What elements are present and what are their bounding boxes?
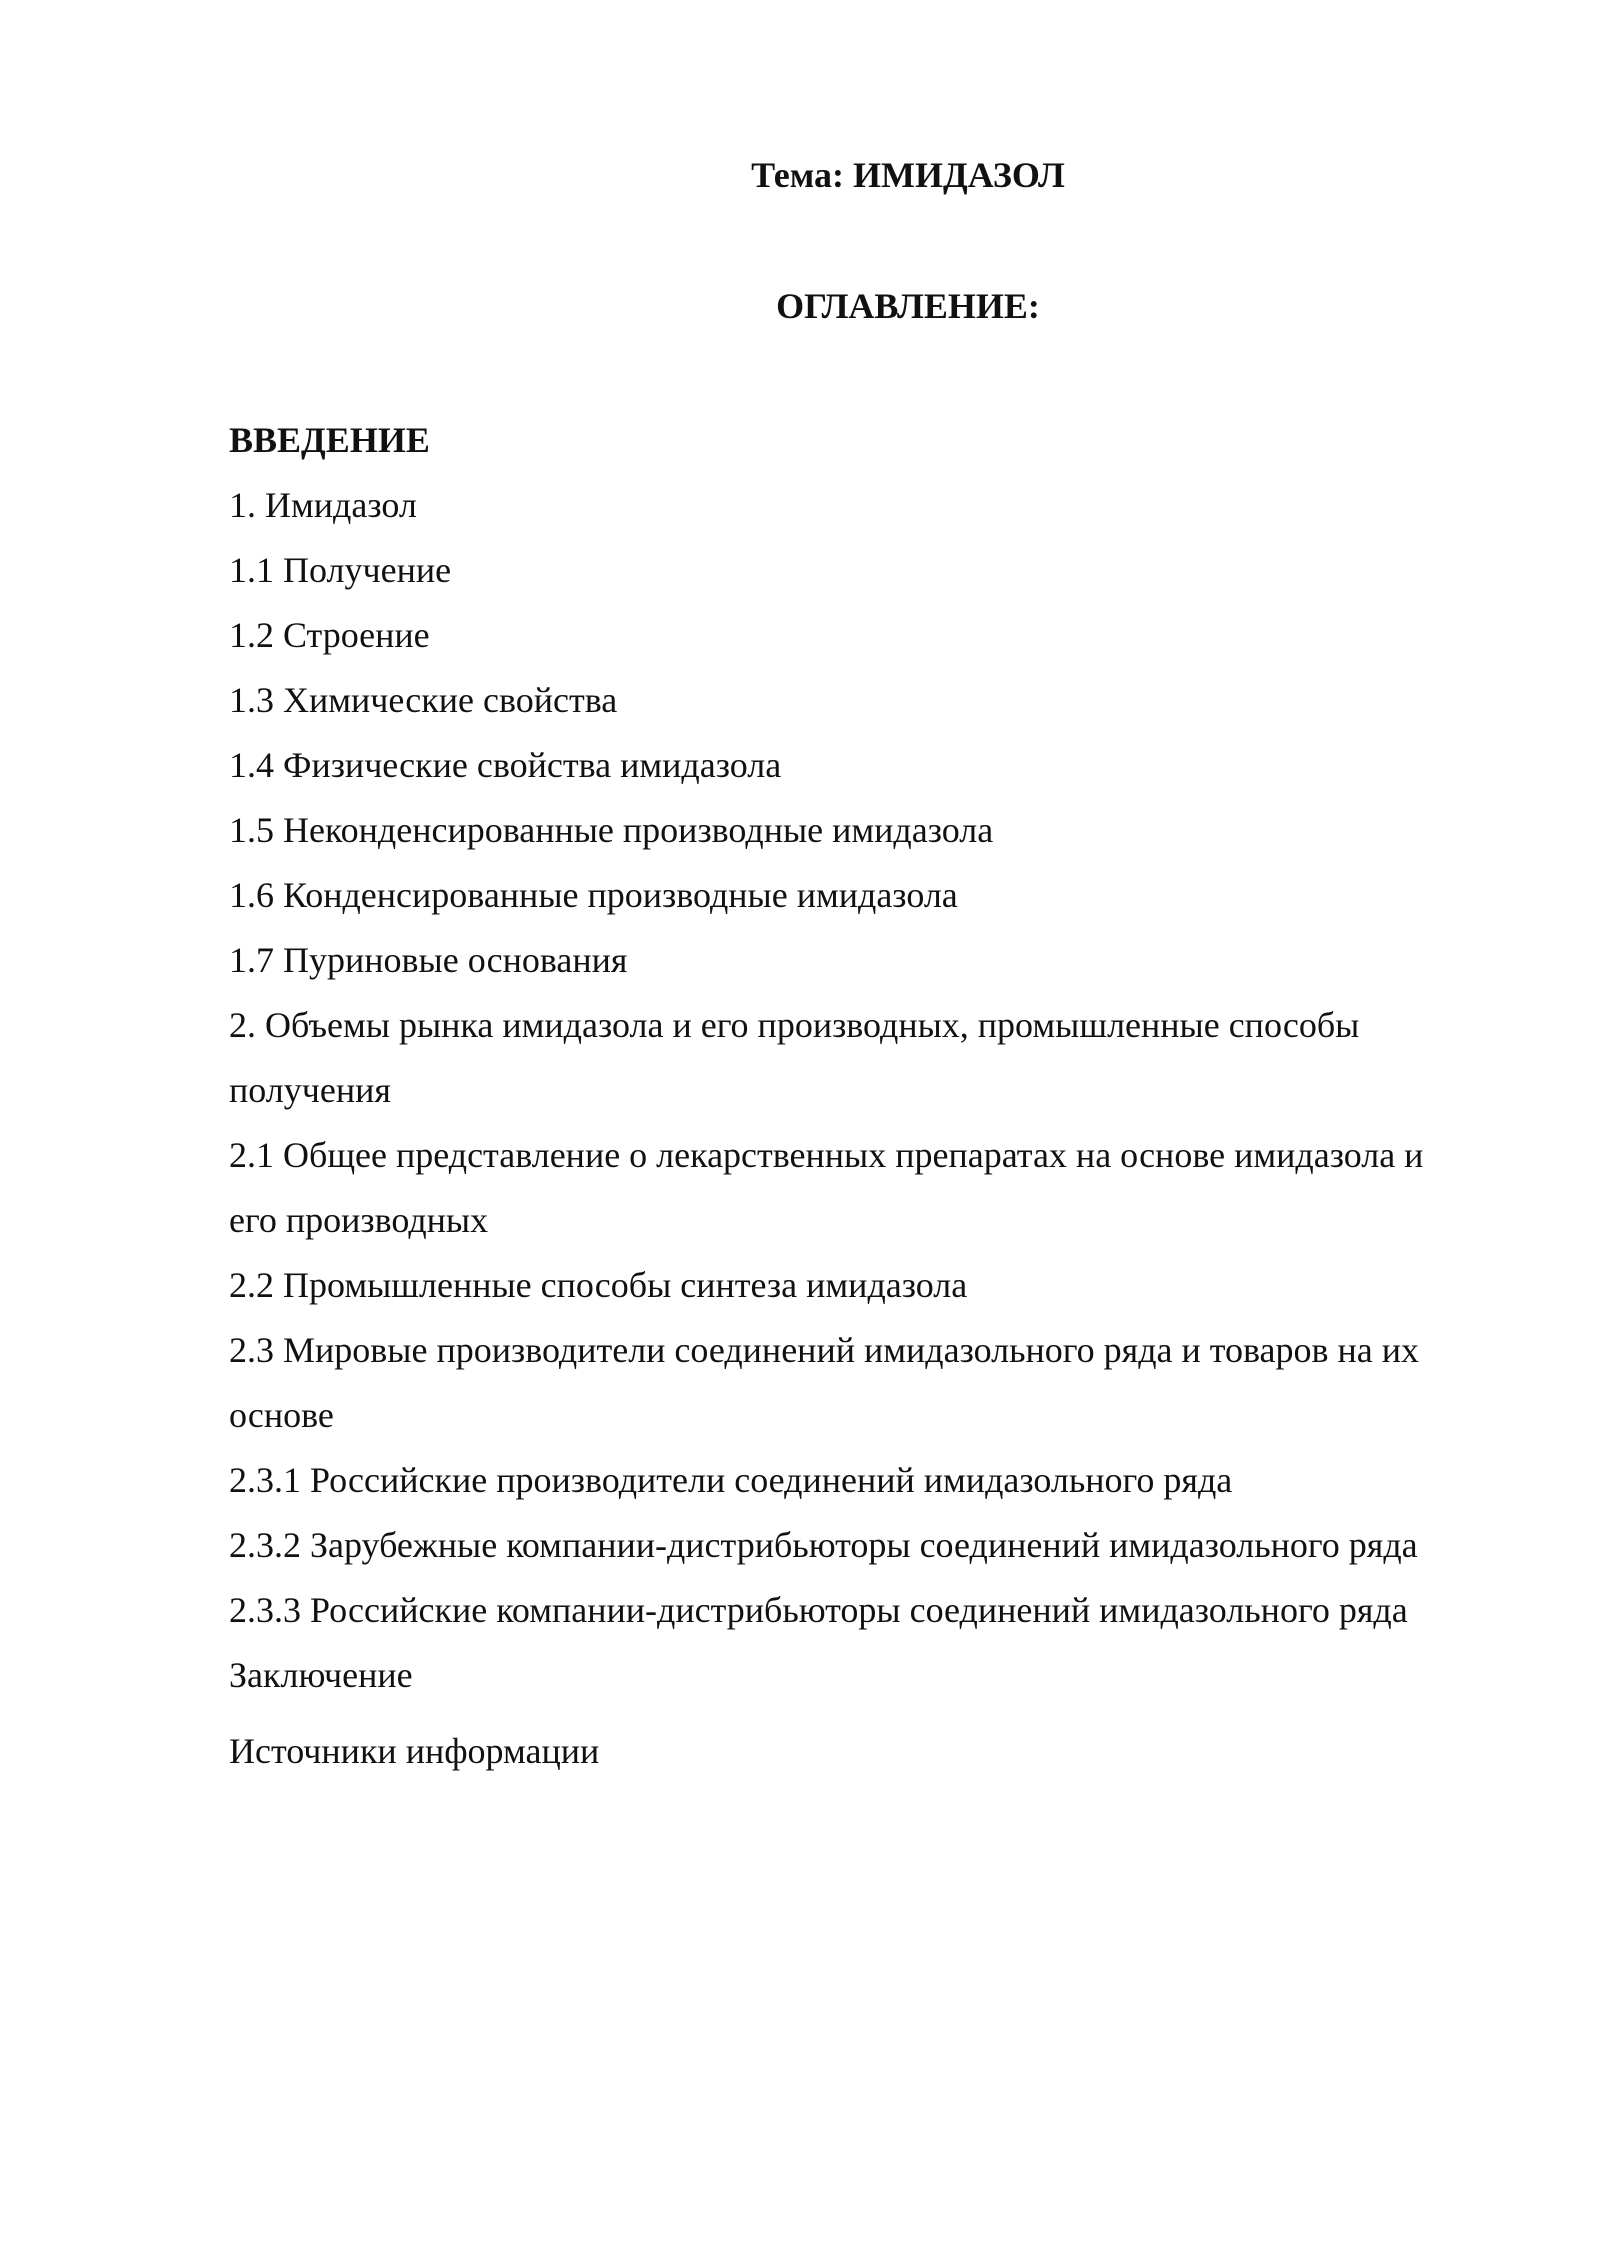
toc-line: получения [229,1070,391,1110]
toc-line: его производных [229,1200,489,1240]
toc-line: 2.3 Мировые производители соединений имидазольного ряда и товаров на их [229,1330,1420,1370]
toc-line: 2.3.1 Российские производители соединений имидазольного ряда [229,1460,1233,1500]
toc-heading: ОГЛАВЛЕНИЕ: [776,286,1040,326]
toc-line-sources: Источники информации [229,1731,600,1771]
toc-line: 2. Объемы рынка имидазола и его производных, промышленные способы [229,1005,1360,1045]
table-of-contents [229,408,1529,1784]
toc-line: 2.3.3 Российские компании-дистрибьюторы соединений имидазольного ряда [229,1590,1408,1630]
toc-line: 1.2 Строение [229,615,430,655]
toc-line: 1.1 Получение [229,550,452,590]
toc-line: 1.7 Пуриновые основания [229,940,628,980]
toc-line-conclusion: Заключение [229,1655,413,1695]
toc-line: 2.2 Промышленные способы синтеза имидазола [229,1265,968,1305]
toc-line: 1. Имидазол [229,485,417,525]
toc-line: 1.5 Неконденсированные производные имидазола [229,810,994,850]
toc-line: 2.1 Общее представление о лекарственных препаратах на основе имидазола и [229,1135,1424,1175]
toc-line: основе [229,1395,334,1435]
document-theme: Тема: ИМИДАЗОЛ [751,155,1065,195]
toc-line: 2.3.2 Зарубежные компании-дистрибьюторы соединений имидазольного ряда [229,1525,1418,1565]
toc-line: 1.3 Химические свойства [229,680,618,720]
toc-line: 1.4 Физические свойства имидазола [229,745,782,785]
toc-line-introduction: ВВЕДЕНИЕ [229,420,430,460]
toc-line: 1.6 Конденсированные производные имидазола [229,875,958,915]
